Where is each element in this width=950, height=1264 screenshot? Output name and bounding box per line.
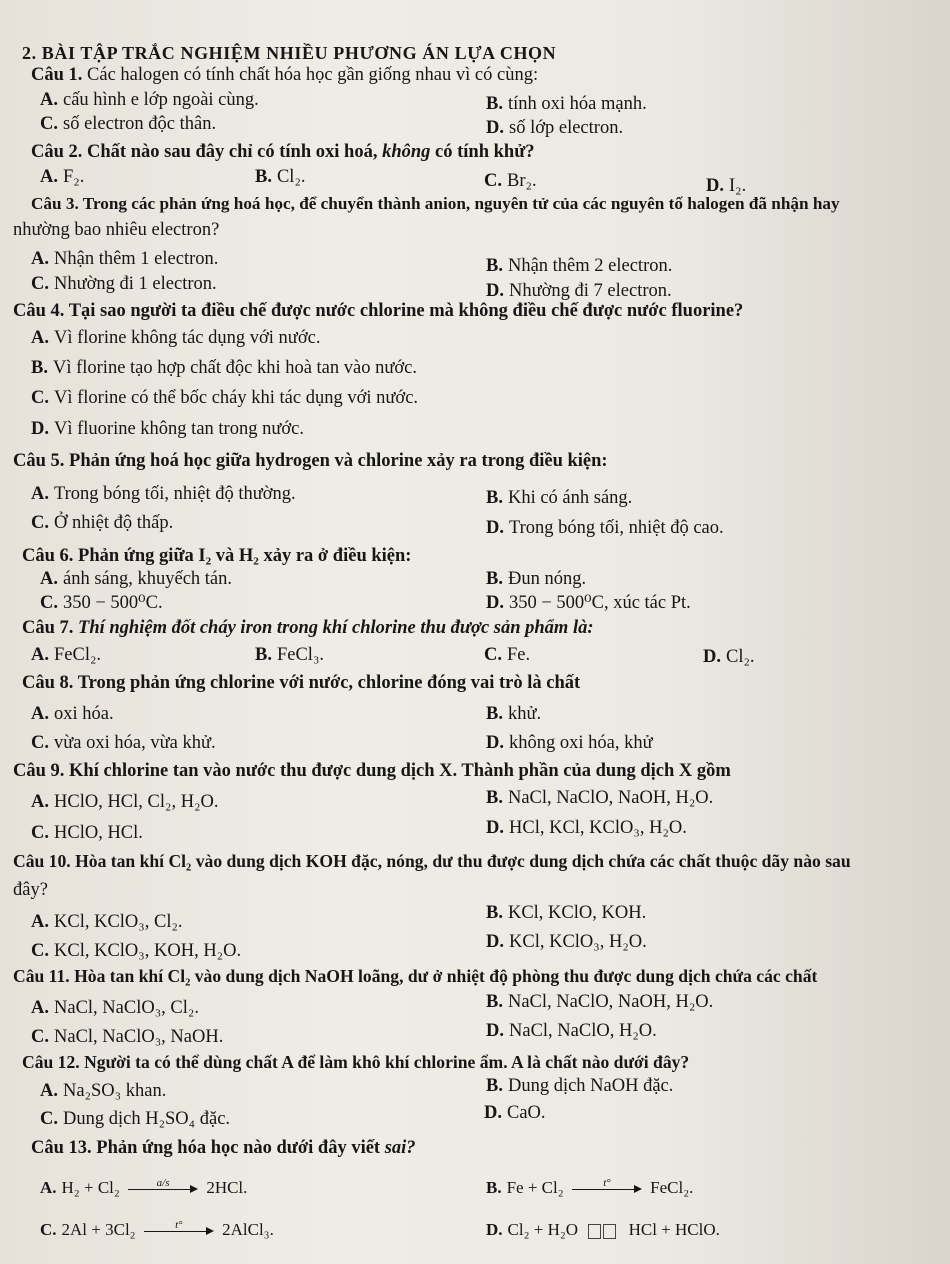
- option-8a[interactable]: A. oxi hóa.: [31, 704, 114, 724]
- option-12d[interactable]: D. CaO.: [484, 1103, 546, 1123]
- option-3a[interactable]: A. Nhận thêm 1 electron.: [31, 249, 219, 269]
- option-4b[interactable]: B. Vì florine tạo hợp chất độc khi hoà tan vào nước.: [31, 358, 417, 378]
- option-2c[interactable]: C. Br₂.: [484, 171, 537, 191]
- option-6c[interactable]: C. 350 − 500⁰C.: [40, 593, 163, 613]
- question-10-line2: đây?: [13, 880, 48, 900]
- option-5a[interactable]: A. Trong bóng tối, nhiệt độ thường.: [31, 484, 296, 504]
- question-11: Câu 11. Hòa tan khí Cl₂ vào dung dịch NaOH loãng, dư ở nhiệt độ phòng thu được dung dịch chứa các chất: [13, 966, 818, 986]
- option-4d[interactable]: D. Vì fluorine không tan trong nước.: [31, 419, 304, 439]
- option-8c[interactable]: C. vừa oxi hóa, vừa khử.: [31, 733, 216, 753]
- option-1a[interactable]: A. cấu hình e lớp ngoài cùng.: [40, 90, 259, 110]
- equilibrium-symbol-icon: [588, 1224, 618, 1238]
- option-11b[interactable]: B. NaCl, NaClO, NaOH, H₂O.: [486, 992, 714, 1012]
- option-3c[interactable]: C. Nhường đi 1 electron.: [31, 274, 217, 294]
- option-6a[interactable]: A. ánh sáng, khuyếch tán.: [40, 569, 233, 589]
- option-10b[interactable]: B. KCl, KClO, KOH.: [486, 903, 647, 923]
- question-5: Câu 5. Phản ứng hoá học giữa hydrogen và chlorine xảy ra trong điều kiện:: [13, 451, 608, 471]
- section-title: 2. BÀI TẬP TRẮC NGHIỆM NHIỀU PHƯƠNG ÁN LỰA CHỌN: [22, 43, 557, 63]
- option-5d[interactable]: D. Trong bóng tối, nhiệt độ cao.: [486, 518, 724, 538]
- option-12c[interactable]: C. Dung dịch H₂SO₄ đặc.: [40, 1109, 231, 1129]
- option-12a[interactable]: A. Na₂SO₃ khan.: [40, 1081, 167, 1101]
- reaction-arrow: t°: [572, 1182, 642, 1196]
- question-8: Câu 8. Trong phản ứng chlorine với nước, chlorine đóng vai trò là chất: [22, 673, 581, 693]
- question-13: Câu 13. Phản ứng hóa học nào dưới đây viết sai?: [31, 1138, 416, 1158]
- option-7c[interactable]: C. Fe.: [484, 645, 531, 665]
- question-3: Câu 3. Trong các phản ứng hoá học, để chuyển thành anion, nguyên tử của các nguyên tố halogen đã nhận hay: [31, 194, 840, 213]
- option-8d[interactable]: D. không oxi hóa, khử: [486, 733, 653, 753]
- question-1: [31, 64, 538, 86]
- question-3-line2: nhường bao nhiêu electron?: [13, 220, 220, 240]
- option-3b[interactable]: B. Nhận thêm 2 electron.: [486, 256, 673, 276]
- option-11c[interactable]: C. NaCl, NaClO₃, NaOH.: [31, 1027, 224, 1047]
- option-1c[interactable]: C. số electron độc thân.: [40, 114, 217, 134]
- question-7: Câu 7. Thí nghiệm đốt cháy iron trong khí chlorine thu được sản phẩm là:: [22, 618, 594, 638]
- option-9c[interactable]: C. HClO, HCl.: [31, 823, 143, 843]
- option-2d[interactable]: D. I₂.: [706, 176, 747, 196]
- option-7d[interactable]: D. Cl₂.: [703, 647, 755, 667]
- option-2a[interactable]: A. F₂.: [40, 167, 85, 187]
- option-7a[interactable]: A. FeCl₂.: [31, 645, 102, 665]
- option-9a[interactable]: A. HClO, HCl, Cl₂, H₂O.: [31, 792, 219, 812]
- option-6b[interactable]: B. Đun nóng.: [486, 569, 587, 589]
- option-6d[interactable]: D. 350 − 500⁰C, xúc tác Pt.: [486, 593, 691, 613]
- question-4: Câu 4. Tại sao người ta điều chế được nước chlorine mà không điều chế được nước fluorine?: [13, 301, 744, 321]
- option-4a[interactable]: A. Vì florine không tác dụng với nước.: [31, 328, 321, 348]
- option-1d[interactable]: D. số lớp electron.: [486, 118, 624, 138]
- option-9b[interactable]: B. NaCl, NaClO, NaOH, H₂O.: [486, 788, 714, 808]
- option-13c[interactable]: C. 2Al + 3Cl₂ t° 2AlCl₃.: [40, 1219, 274, 1239]
- option-10c[interactable]: C. KCl, KClO₃, KOH, H₂O.: [31, 941, 242, 961]
- option-12b[interactable]: B. Dung dịch NaOH đặc.: [486, 1076, 674, 1096]
- option-5c[interactable]: C. Ở nhiệt độ thấp.: [31, 513, 174, 533]
- question-10: Câu 10. Hòa tan khí Cl₂ vào dung dịch KOH đặc, nóng, dư thu được dung dịch chứa các chất thuộc dãy nào sau: [13, 851, 851, 871]
- question-text: Các halogen có tính chất hóa học gần giống nhau vì có cùng:: [82, 65, 539, 85]
- option-3d[interactable]: D. Nhường đi 7 electron.: [486, 281, 672, 301]
- question-12: Câu 12. Người ta có thể dùng chất A để làm khô khí chlorine ẩm. A là chất nào dưới đây?: [22, 1052, 690, 1072]
- reaction-arrow: t°: [144, 1224, 214, 1238]
- option-2b[interactable]: B. Cl₂.: [255, 167, 306, 187]
- option-13b[interactable]: B. Fe + Cl₂ t° FeCl₂.: [486, 1177, 694, 1197]
- question-number: Câu 1.: [31, 65, 83, 85]
- option-4c[interactable]: C. Vì florine có thể bốc cháy khi tác dụng với nước.: [31, 388, 419, 408]
- option-11d[interactable]: D. NaCl, NaClO, H₂O.: [486, 1021, 657, 1041]
- question-6: Câu 6. Phản ứng giữa I₂ và H₂ xảy ra ở điều kiện:: [22, 546, 412, 566]
- option-10d[interactable]: D. KCl, KClO₃, H₂O.: [486, 932, 647, 952]
- option-8b[interactable]: B. khử.: [486, 704, 542, 724]
- question-9: Câu 9. Khí chlorine tan vào nước thu được dung dịch X. Thành phần của dung dịch X gồm: [13, 761, 731, 781]
- option-10a[interactable]: A. KCl, KClO₃, Cl₂.: [31, 912, 183, 932]
- question-2: Câu 2. Chất nào sau đây chỉ có tính oxi hoá, không có tính khử?: [31, 142, 535, 162]
- option-5b[interactable]: B. Khi có ánh sáng.: [486, 488, 633, 508]
- option-1b[interactable]: B. tính oxi hóa mạnh.: [486, 94, 647, 114]
- option-13d[interactable]: D. Cl₂ + H₂O HCl + HClO.: [486, 1220, 720, 1239]
- option-13a[interactable]: A. H₂ + Cl₂ a/s 2HCl.: [40, 1177, 248, 1197]
- option-11a[interactable]: A. NaCl, NaClO₃, Cl₂.: [31, 998, 199, 1018]
- option-9d[interactable]: D. HCl, KCl, KClO₃, H₂O.: [486, 818, 687, 838]
- reaction-arrow: a/s: [128, 1182, 198, 1196]
- option-7b[interactable]: B. FeCl₃.: [255, 645, 325, 665]
